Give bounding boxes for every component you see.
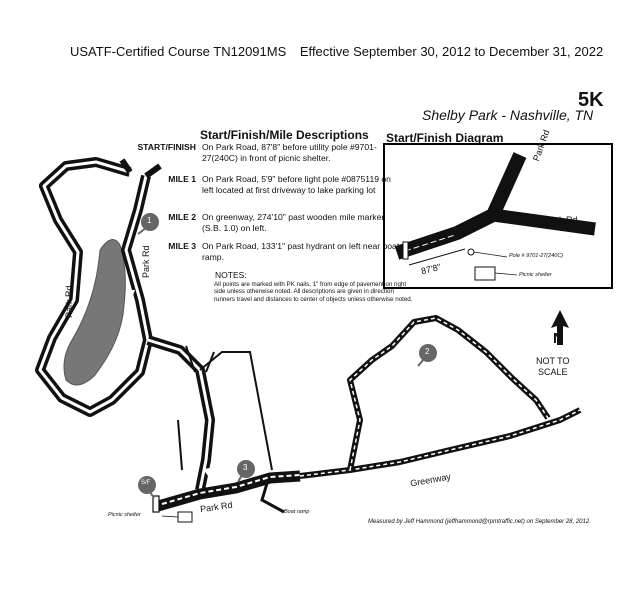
map-label-park-rd-mid: Park Rd — [141, 245, 151, 278]
notes-title: NOTES: — [215, 270, 247, 280]
descriptions-title: Start/Finish/Mile Descriptions — [200, 128, 369, 142]
desc-text: On Park Road, 5'9" before light pole #0875119 on left located at first driveway to lake parking lot — [202, 174, 391, 195]
scale-note-line-1: NOT TO — [536, 356, 570, 366]
scale-note — [536, 356, 570, 378]
desc-text: On Park Road, 133'1" past hydrant on left near boat ramp. — [202, 241, 400, 262]
side-road-west — [178, 420, 182, 470]
map-label-park-rd-bottom: Park Rd — [199, 499, 234, 515]
mile-1-label: 1 — [147, 216, 152, 225]
diagram-road-label-east: Park Rd — [545, 215, 578, 225]
desc-text: On Park Road, 87'8" before utility pole #9701-27(240C) in front of picnic shelter. — [202, 142, 377, 163]
desc-label: MILE 1 — [168, 174, 196, 184]
scale-note-line-2: SCALE — [538, 367, 568, 377]
race-location: Shelby Park - Nashville, TN — [422, 107, 594, 123]
desc-label: START/FINISH — [137, 142, 196, 152]
effective-dates: Effective September 30, 2012 to December 31, 2022 — [299, 44, 604, 59]
north-label: N — [553, 330, 564, 347]
desc-label: MILE 2 — [168, 212, 196, 222]
mile-3-label: 3 — [243, 463, 248, 472]
park-rd-connector — [148, 340, 210, 490]
start-finish-label: S/F — [141, 480, 151, 486]
direction-arrows — [129, 290, 552, 476]
measured-by: Measured by Jeff Hammond (jeffhammond@rpmtraffic.net) on September 28, 2012. — [368, 519, 591, 525]
diagram-pole-label: Pole # 9701-27(240C) — [509, 253, 564, 259]
course-certification: USATF-Certified Course TN12091MS — [70, 44, 287, 59]
greenway-inner — [300, 410, 580, 476]
map-label-picnic-shelter: Picnic shelter — [108, 512, 141, 518]
desc-text: On greenway, 274'10" past wooden mile marker (S.B. 1.0) on left. — [202, 212, 385, 233]
map-label-boat-ramp: Boat ramp — [284, 509, 310, 515]
greenway — [300, 410, 580, 476]
diagram-shelter-label: Picnic shelter — [519, 272, 552, 278]
start-finish-line — [153, 496, 159, 512]
map-label-park-rd-left: Park Rd — [64, 285, 74, 318]
notes-body: All points are marked with PK nails, 1" from edge of pavement on right side unless otherwise noted. All descriptions are given in direction runners travel and distances to center of objects unless otherwise noted. — [214, 281, 413, 303]
diagram-distance: 87'8" — [420, 261, 442, 277]
race-distance: 5K — [578, 89, 604, 111]
mile-2-label: 2 — [425, 347, 430, 356]
boat-ramp-road — [262, 480, 284, 512]
desc-label: MILE 3 — [168, 241, 196, 251]
shelter-map-leader — [162, 516, 178, 517]
diagram-title: Start/Finish Diagram — [386, 131, 504, 145]
map-label-greenway: Greenway — [409, 471, 452, 489]
picnic-shelter-map — [178, 512, 192, 522]
diagram-road-label-north: Park Rd — [531, 128, 552, 163]
